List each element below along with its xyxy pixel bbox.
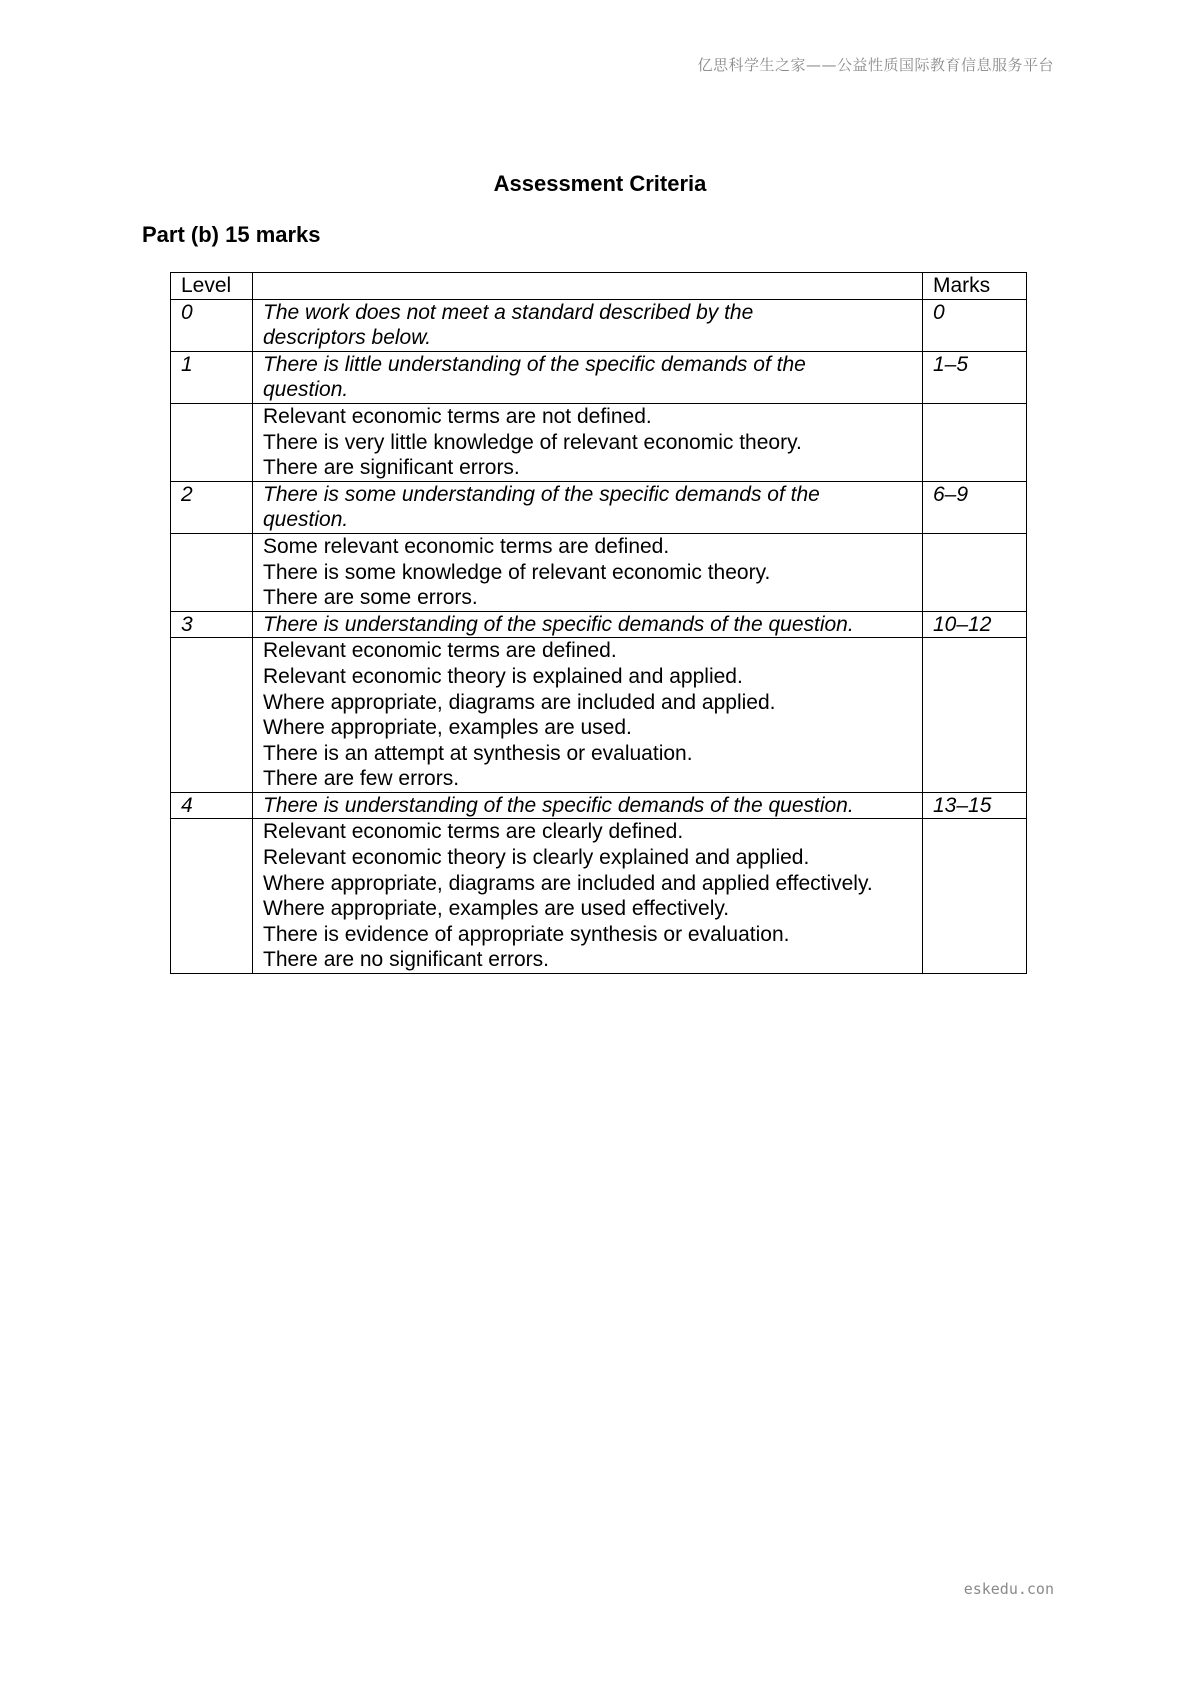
marks-cell-empty	[923, 819, 1027, 974]
column-header-descriptor	[253, 273, 923, 300]
level-cell: 4	[171, 792, 253, 819]
column-header-level: Level	[171, 273, 253, 300]
detail-line: There are few errors.	[263, 767, 460, 791]
table-row-details	[171, 638, 1027, 793]
footer-watermark: eskedu.con	[963, 1580, 1054, 1598]
detail-line: There are some errors.	[263, 586, 478, 610]
marks-cell: 1–5	[923, 351, 1027, 403]
descriptor-cell	[253, 299, 923, 351]
detail-line: There is an attempt at synthesis or evaluation.	[263, 741, 693, 765]
detail-line: Some relevant economic terms are defined.	[263, 534, 670, 558]
detail-line: Relevant economic terms are clearly defined.	[263, 820, 684, 844]
table-row	[171, 299, 1027, 351]
marks-cell: 0	[923, 299, 1027, 351]
marks-cell-empty	[923, 638, 1027, 793]
details-cell	[253, 533, 923, 611]
part-heading: Part (b) 15 marks	[142, 222, 321, 247]
table-row	[171, 481, 1027, 533]
detail-line: Relevant economic terms are not defined.	[263, 404, 652, 428]
descriptor-cell	[253, 611, 923, 638]
descriptor-text: There is some understanding of the specific demands of the question.	[263, 482, 820, 532]
detail-line: Where appropriate, diagrams are included and applied.	[263, 690, 776, 714]
descriptor-text: The work does not meet a standard described by the descriptors below.	[263, 300, 754, 350]
detail-line: Where appropriate, examples are used.	[263, 716, 632, 740]
level-cell-empty	[171, 403, 253, 481]
level-cell-empty	[171, 533, 253, 611]
marks-cell: 13–15	[923, 792, 1027, 819]
detail-line: Relevant economic theory is explained and applied.	[263, 664, 743, 688]
document-title: Assessment Criteria	[493, 171, 707, 196]
descriptor-text: There is little understanding of the specific demands of the question.	[263, 352, 806, 402]
descriptor-text: There is understanding of the specific demands of the question.	[263, 793, 854, 817]
table-row-details	[171, 533, 1027, 611]
detail-line: Where appropriate, examples are used effectively.	[263, 897, 730, 921]
level-cell: 1	[171, 351, 253, 403]
descriptor-cell	[253, 351, 923, 403]
header-watermark: 亿思科学生之家——公益性质国际教育信息服务平台	[697, 56, 1054, 74]
details-cell	[253, 638, 923, 793]
detail-line: There are significant errors.	[263, 456, 520, 480]
table-row	[171, 792, 1027, 819]
level-cell: 3	[171, 611, 253, 638]
detail-line: There is very little knowledge of relevant economic theory.	[263, 430, 802, 454]
table-header-row	[171, 273, 1027, 300]
marks-cell: 10–12	[923, 611, 1027, 638]
level-cell-empty	[171, 638, 253, 793]
descriptor-text: There is understanding of the specific demands of the question.	[263, 612, 854, 636]
table-row	[171, 611, 1027, 638]
level-cell: 0	[171, 299, 253, 351]
detail-line: Relevant economic theory is clearly explained and applied.	[263, 846, 810, 870]
detail-line: Where appropriate, diagrams are included and applied effectively.	[263, 871, 873, 895]
detail-line: There is some knowledge of relevant economic theory.	[263, 560, 771, 584]
details-cell	[253, 819, 923, 974]
marks-cell-empty	[923, 403, 1027, 481]
table-row	[171, 351, 1027, 403]
detail-line: There are no significant errors.	[263, 948, 549, 972]
table-row-details	[171, 403, 1027, 481]
marks-cell-empty	[923, 533, 1027, 611]
descriptor-cell	[253, 481, 923, 533]
marks-cell: 6–9	[923, 481, 1027, 533]
level-cell: 2	[171, 481, 253, 533]
detail-line: Relevant economic terms are defined.	[263, 639, 617, 663]
column-header-marks: Marks	[923, 273, 1027, 300]
detail-line: There is evidence of appropriate synthesis or evaluation.	[263, 922, 790, 946]
assessment-criteria-table	[170, 272, 1027, 974]
level-cell-empty	[171, 819, 253, 974]
table-row-details	[171, 819, 1027, 974]
details-cell	[253, 403, 923, 481]
descriptor-cell	[253, 792, 923, 819]
